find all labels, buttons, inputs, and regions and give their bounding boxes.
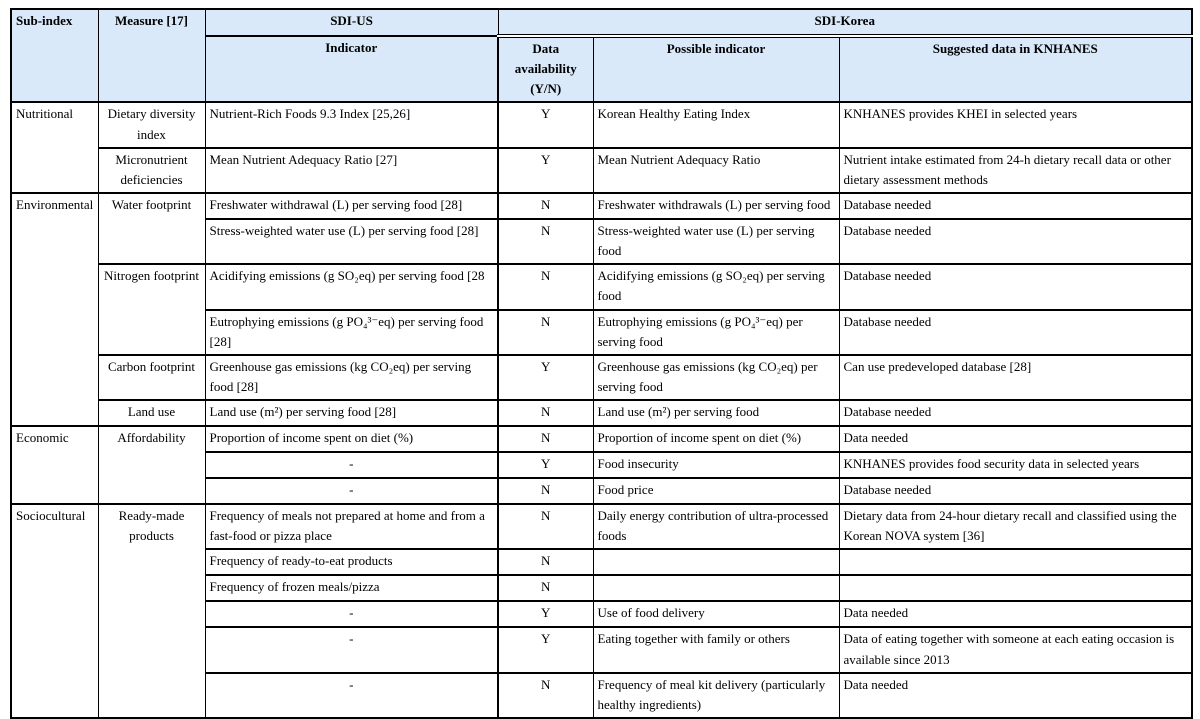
cell-availability: N (498, 400, 593, 426)
cell-suggested-data: Database needed (839, 478, 1192, 504)
cell-availability: Y (498, 355, 593, 400)
header-data-availability: Data availability (Y/N) (498, 36, 593, 102)
cell-indicator-us: Acidifying emissions (g SO₂eq) per serving food [28 (205, 264, 498, 309)
header-suggested-data: Suggested data in KNHANES (839, 36, 1192, 102)
cell-availability: Y (498, 601, 593, 627)
cell-suggested-data (839, 575, 1192, 601)
cell-availability: N (498, 426, 593, 452)
cell-availability: N (498, 549, 593, 575)
cell-indicator-us: Freshwater withdrawal (L) per serving food [28] (205, 193, 498, 219)
cell-availability: Y (498, 102, 593, 147)
cell-suggested-data: Data needed (839, 426, 1192, 452)
cell-availability: Y (498, 627, 593, 672)
cell-suggested-data: KNHANES provides KHEI in selected years (839, 102, 1192, 147)
cell-suggested-data: Nutrient intake estimated from 24-h dietary recall data or other dietary assessment methods (839, 148, 1192, 193)
cell-measure: Affordability (98, 426, 205, 504)
table-row (11, 264, 1192, 309)
cell-availability: N (498, 219, 593, 264)
cell-indicator-us: Frequency of frozen meals/pizza (205, 575, 498, 601)
cell-sub-index: Economic (11, 426, 98, 504)
sdi-comparison-table (10, 8, 1193, 719)
cell-indicator-us: Frequency of ready-to-eat products (205, 549, 498, 575)
cell-suggested-data: Database needed (839, 400, 1192, 426)
cell-indicator-us: Nutrient-Rich Foods 9.3 Index [25,26] (205, 102, 498, 147)
table-row (11, 400, 1192, 426)
cell-indicator-us: Proportion of income spent on diet (%) (205, 426, 498, 452)
header-sdi-us: SDI-US (205, 9, 498, 36)
cell-suggested-data: Database needed (839, 193, 1192, 219)
cell-sub-index: Sociocultural (11, 504, 98, 718)
cell-availability: N (498, 193, 593, 219)
cell-indicator-us: - (205, 673, 498, 718)
cell-possible-indicator: Use of food delivery (593, 601, 839, 627)
cell-possible-indicator: Mean Nutrient Adequacy Ratio (593, 148, 839, 193)
cell-indicator-us: - (205, 478, 498, 504)
cell-possible-indicator: Korean Healthy Eating Index (593, 102, 839, 147)
cell-indicator-us: - (205, 627, 498, 672)
cell-possible-indicator: Greenhouse gas emissions (kg CO₂eq) per serving food (593, 355, 839, 400)
cell-measure: Carbon footprint (98, 355, 205, 400)
cell-suggested-data: KNHANES provides food security data in selected years (839, 452, 1192, 478)
cell-availability: N (498, 478, 593, 504)
header-row-groups (11, 9, 1192, 36)
table-row (11, 193, 1192, 219)
cell-indicator-us: Frequency of meals not prepared at home and from a fast-food or pizza place (205, 504, 498, 549)
cell-measure: Nitrogen footprint (98, 264, 205, 355)
cell-suggested-data: Dietary data from 24-hour dietary recall and classified using the Korean NOVA system [36] (839, 504, 1192, 549)
cell-availability: N (498, 264, 593, 309)
cell-possible-indicator: Food price (593, 478, 839, 504)
cell-suggested-data: Database needed (839, 219, 1192, 264)
cell-possible-indicator (593, 575, 839, 601)
cell-indicator-us: Land use (m²) per serving food [28] (205, 400, 498, 426)
cell-suggested-data: Data needed (839, 673, 1192, 718)
table-row (11, 504, 1192, 549)
cell-measure: Land use (98, 400, 205, 426)
cell-indicator-us: Stress-weighted water use (L) per serving food [28] (205, 219, 498, 264)
header-indicator: Indicator (205, 36, 498, 102)
cell-possible-indicator: Food insecurity (593, 452, 839, 478)
cell-possible-indicator: Frequency of meal kit delivery (particularly healthy ingredients) (593, 673, 839, 718)
cell-availability: Y (498, 148, 593, 193)
cell-possible-indicator: Eutrophying emissions (g PO₄³⁻eq) per serving food (593, 310, 839, 355)
cell-possible-indicator: Eating together with family or others (593, 627, 839, 672)
table-row (11, 148, 1192, 193)
cell-measure: Water footprint (98, 193, 205, 264)
cell-availability: N (498, 310, 593, 355)
header-sdi-korea: SDI-Korea (498, 9, 1192, 36)
cell-sub-index: Nutritional (11, 102, 98, 193)
header-sub-index: Sub-index (11, 9, 98, 102)
cell-availability: N (498, 575, 593, 601)
table-row (11, 355, 1192, 400)
cell-sub-index: Environmental (11, 193, 98, 426)
header-measure: Measure [17] (98, 9, 205, 102)
cell-measure: Micronutrient deficiencies (98, 148, 205, 193)
cell-possible-indicator (593, 549, 839, 575)
cell-suggested-data: Data of eating together with someone at each eating occasion is available since 2013 (839, 627, 1192, 672)
cell-indicator-us: - (205, 452, 498, 478)
cell-suggested-data (839, 549, 1192, 575)
cell-possible-indicator: Acidifying emissions (g SO₂eq) per serving food (593, 264, 839, 309)
cell-suggested-data: Database needed (839, 264, 1192, 309)
cell-possible-indicator: Daily energy contribution of ultra-processed foods (593, 504, 839, 549)
table-row (11, 102, 1192, 147)
table-row (11, 426, 1192, 452)
cell-indicator-us: Eutrophying emissions (g PO₄³⁻eq) per serving food [28] (205, 310, 498, 355)
cell-possible-indicator: Proportion of income spent on diet (%) (593, 426, 839, 452)
cell-possible-indicator: Land use (m²) per serving food (593, 400, 839, 426)
cell-measure: Ready-made products (98, 504, 205, 718)
cell-suggested-data: Can use predeveloped database [28] (839, 355, 1192, 400)
cell-indicator-us: Greenhouse gas emissions (kg CO₂eq) per serving food [28] (205, 355, 498, 400)
cell-suggested-data: Database needed (839, 310, 1192, 355)
cell-suggested-data: Data needed (839, 601, 1192, 627)
cell-possible-indicator: Freshwater withdrawals (L) per serving food (593, 193, 839, 219)
cell-measure: Dietary diversity index (98, 102, 205, 147)
cell-availability: N (498, 673, 593, 718)
cell-possible-indicator: Stress-weighted water use (L) per serving food (593, 219, 839, 264)
cell-availability: Y (498, 452, 593, 478)
header-possible-indicator: Possible indicator (593, 36, 839, 102)
cell-indicator-us: - (205, 601, 498, 627)
cell-availability: N (498, 504, 593, 549)
cell-indicator-us: Mean Nutrient Adequacy Ratio [27] (205, 148, 498, 193)
